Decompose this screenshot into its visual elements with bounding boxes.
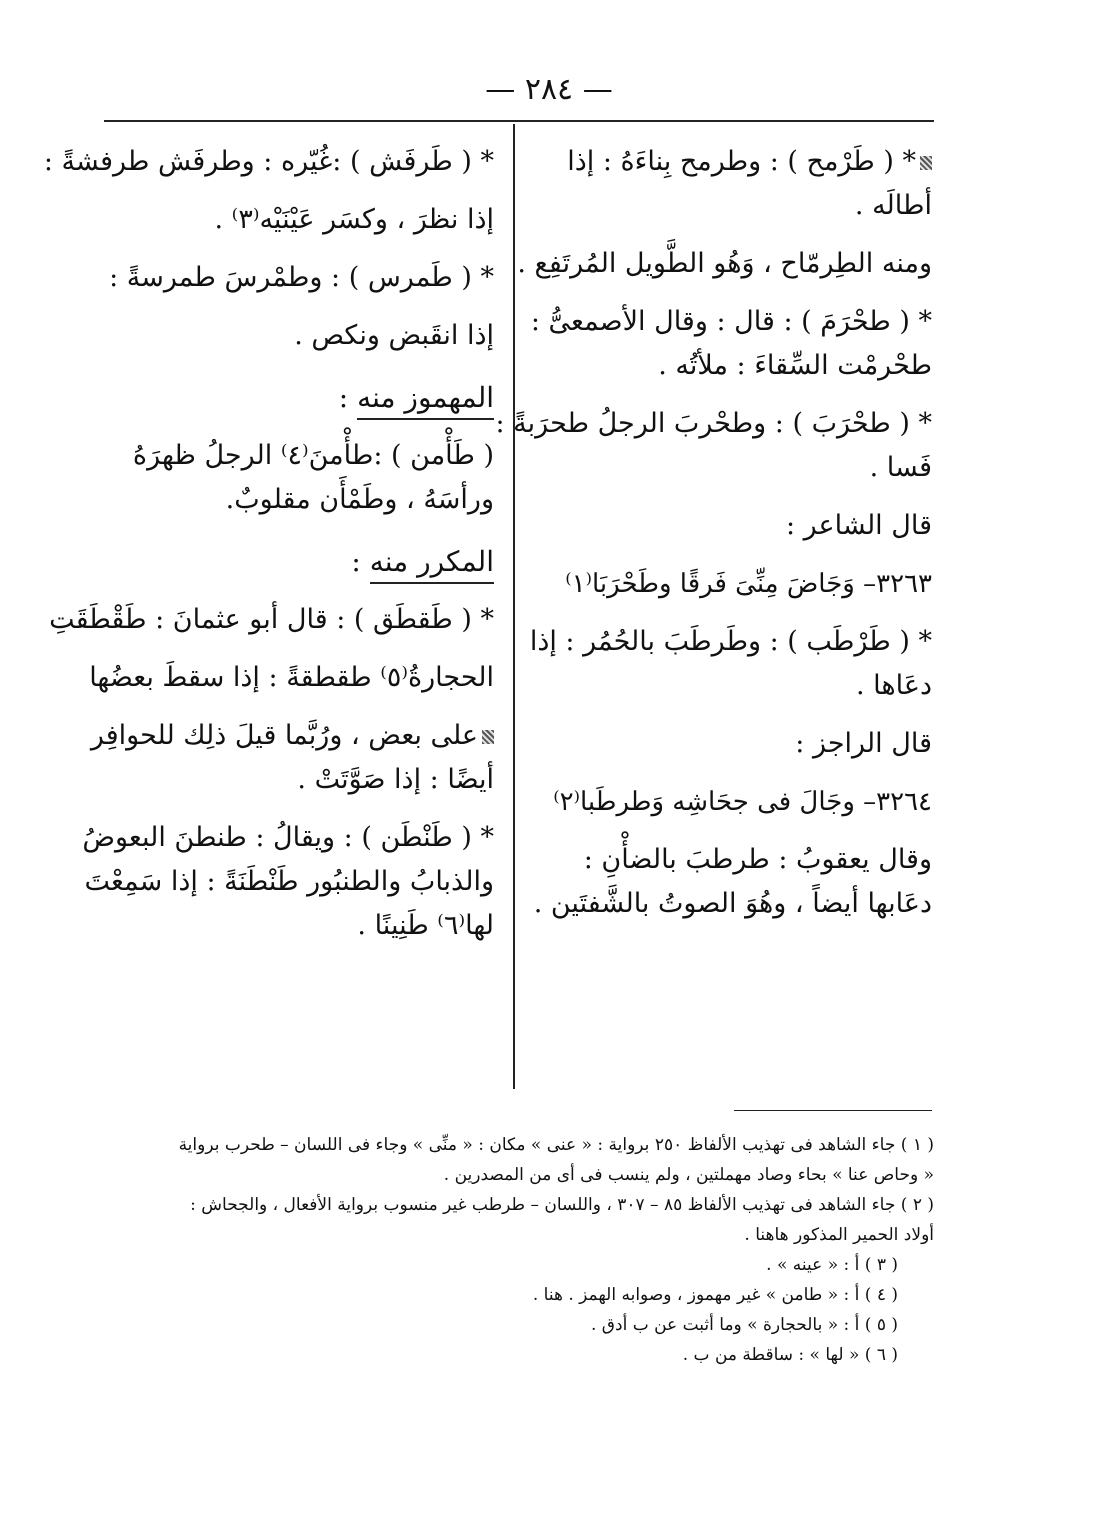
line-text: ٣٢٦٤– وجَالَ فی جحَاشِه وَطرطَبا⁽٢⁾ bbox=[553, 787, 932, 817]
text-line bbox=[530, 300, 932, 344]
page-number: — ٢٨٤ — bbox=[485, 72, 613, 107]
line-text: على بعض ، ورُبَّما قيلَ ذلِك للحوافِر bbox=[90, 720, 478, 751]
footnote: ( ٥ ) أ : « بالحجارة » وما أثبت عن ب أدق . bbox=[591, 1315, 898, 1335]
right-column bbox=[495, 140, 932, 926]
entries-block-1 bbox=[43, 140, 494, 358]
line-text: أطالَه . bbox=[854, 190, 932, 221]
print-mark-icon bbox=[482, 730, 494, 744]
footnote: ( ٣ ) أ : « عينه » . bbox=[766, 1255, 898, 1275]
text-line bbox=[517, 242, 932, 286]
footnote: أولاد الحمير المذكور هاهنا . bbox=[744, 1225, 934, 1245]
text-line bbox=[540, 722, 932, 766]
line-text: * ( طَرْطَب ) : وطَرطَبَ بالحُمُر : إذا bbox=[529, 626, 932, 657]
footnote: ( ٤ ) أ : « طامن » غير مهموز ، وصوابه الهمز . هنا . bbox=[532, 1285, 898, 1305]
section-heading-colon: : bbox=[338, 381, 358, 414]
text-line bbox=[540, 184, 932, 228]
text-line bbox=[90, 714, 494, 758]
text-line bbox=[529, 620, 932, 664]
text-line bbox=[540, 838, 932, 882]
line-text: قال الشاعر : bbox=[785, 510, 932, 541]
text-line bbox=[104, 314, 494, 358]
column-divider bbox=[513, 124, 515, 1089]
text-line bbox=[82, 816, 494, 860]
text-line bbox=[104, 904, 494, 948]
verse-line bbox=[540, 780, 932, 824]
text-line bbox=[43, 140, 494, 184]
line-text: * ( طَرفَش ) :غُيّره : وطرفَش طرفشةً : bbox=[43, 146, 494, 177]
text-line bbox=[495, 402, 932, 446]
text-line bbox=[104, 478, 494, 522]
entries-block-2 bbox=[104, 434, 494, 522]
line-text: أيضًا : إذا صَوَّتَتْ . bbox=[297, 764, 494, 795]
section-heading-title: المهموز منه bbox=[357, 381, 494, 420]
line-text: قال الراجز : bbox=[795, 728, 932, 759]
line-text: دعَابها أيضاً ، وهُوَ الصوتُ بالشَّفتَين . bbox=[533, 888, 932, 919]
header-rule bbox=[104, 120, 934, 122]
line-text: الحجارةُ⁽٥⁾ طقطقةً : إذا سقطَ بعضُها bbox=[89, 662, 494, 693]
line-text: * ( طحْرَمَ ) : قال : وقال الأصمعىُّ : bbox=[530, 306, 932, 337]
line-text: * ( طَقطَق ) : قال أبو عثمانَ : طَقْطَقَتِ bbox=[49, 604, 494, 635]
line-text: * ( طَنْطَن ) : ويقالُ : طنطنَ البعوضُ bbox=[82, 822, 494, 853]
line-text: وقال يعقوبُ : طرطبَ بالضأْنِ : bbox=[583, 844, 932, 875]
text-line bbox=[84, 860, 494, 904]
footnote-rule bbox=[734, 1110, 932, 1111]
line-text: * ( طَرْمح ) : وطرمح بِناءَهُ : إذا bbox=[567, 146, 916, 177]
footnotes bbox=[104, 1130, 934, 1370]
line-text: ( طَأْمن ) :طأْمنَ⁽٤⁾ الرجلُ ظهرَهُ bbox=[132, 440, 494, 471]
verse-line bbox=[540, 562, 932, 606]
text-line bbox=[104, 434, 494, 478]
text-line bbox=[540, 446, 932, 490]
text-line bbox=[89, 656, 494, 700]
line-text: طحْرمْت السِّقاءَ : ملأتُه . bbox=[658, 350, 932, 381]
text-line bbox=[49, 598, 494, 642]
section-heading-colon: : bbox=[351, 545, 370, 578]
text-line bbox=[104, 198, 494, 242]
line-text: * ( طحْرَبَ ) : وطحْربَ الرجلُ طحرَبةً : bbox=[495, 408, 932, 439]
footnote: ( ١ ) جاء الشاهد فى تهذيب الألفاظ ٢٥٠ برواية : « عنى » مكان : « منِّى » وجاء فى اللسان – طحرب برواية bbox=[178, 1135, 934, 1155]
entries-block-3 bbox=[49, 598, 494, 948]
section-heading-repeated bbox=[104, 540, 494, 584]
text-line bbox=[540, 504, 932, 548]
line-text: ورأسَهُ ، وطَمْأَن مقلوبٌ. bbox=[225, 484, 494, 515]
text-line bbox=[540, 344, 932, 388]
line-text: إذا انقَبض ونكص . bbox=[294, 320, 494, 351]
footnote: ( ٢ ) جاء الشاهد فى تهذيب الألفاظ ٨٥ – ٣٠٧ ، واللسان – طرطب غير منسوب برواية الأفعال ، والجحاش : bbox=[190, 1195, 934, 1215]
text-line bbox=[540, 140, 932, 184]
line-text: ومنه الطِرمّاح ، وَهُو الطَّويل المُرتَفِع . bbox=[517, 248, 932, 279]
text-line bbox=[533, 882, 932, 926]
section-heading-hamzated bbox=[104, 376, 494, 420]
left-column bbox=[43, 140, 494, 948]
line-text: دعَاها . bbox=[856, 670, 932, 701]
line-text: فَسا . bbox=[869, 452, 932, 483]
footnote: ( ٦ ) « لها » : ساقطة من ب . bbox=[682, 1345, 898, 1365]
line-text: ٣٢٦٣– وَجَاضَ مِنِّیَ فَرقًا وطَحْرَبَا⁽١⁾ bbox=[565, 569, 932, 599]
line-text: إذا نظرَ ، وكسَر عَيْنَيْه⁽٣⁾ . bbox=[214, 204, 494, 235]
print-mark-icon bbox=[920, 156, 932, 170]
section-heading-title: المكرر منه bbox=[370, 545, 494, 584]
line-text: * ( طَمرس ) : وطمْرسَ طمرسةً : bbox=[109, 262, 494, 293]
text-line bbox=[104, 256, 494, 300]
line-text: والذبابُ والطنبُور طَنْطَنَةً : إذا سَمِعْتَ bbox=[84, 866, 494, 897]
footnote: « وحاص عنا » بحاء وصاد مهملتين ، ولم ينسب فى أى من المصدرين . bbox=[443, 1165, 934, 1185]
text-line bbox=[104, 758, 494, 802]
line-text: لها⁽٦⁾ طَنِينًا . bbox=[357, 910, 494, 941]
text-line bbox=[540, 664, 932, 708]
